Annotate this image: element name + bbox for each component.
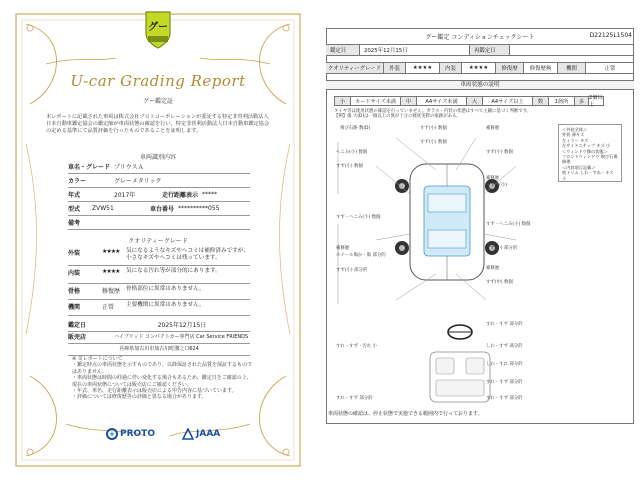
legend-value: A4サイズ未満 xyxy=(417,97,467,105)
legend-value: 1箇所 xyxy=(549,97,575,105)
damage-label: すず(小) 数個 xyxy=(420,126,447,131)
dealer-address: 兵庫県加古川市加古川町溝之口624 xyxy=(119,346,199,352)
vehicle-model-row xyxy=(68,202,250,216)
dealer-address-row xyxy=(68,342,250,356)
mechanical-label: 機関 xyxy=(68,304,81,311)
sidebox-line: 底トリム しわ・すれ・キズ 小 xyxy=(562,170,614,181)
sheet-engine-label: 機関 xyxy=(558,63,586,73)
exterior-grade-row xyxy=(68,246,250,266)
notes-line: ・鑑定時点の車両状態を示すものであり、以降保証された品質を保証するものではありません。 xyxy=(72,362,253,375)
remarks-row xyxy=(68,216,250,230)
sidebox-line: 外装 薄キズ xyxy=(562,132,585,138)
frame-label: 骨格 xyxy=(68,288,81,295)
damage-label: 補修歴 xyxy=(486,176,500,181)
summary-sidebox xyxy=(558,124,622,182)
legend-value: A4サイズ以上 xyxy=(483,97,533,105)
legend-key: 多 xyxy=(575,97,589,105)
sheet-reg-label: 再鑑定日 xyxy=(470,45,510,55)
damage-label: すれ・すず 部分的 xyxy=(486,380,523,385)
report-notes xyxy=(72,356,252,401)
sheet-footer-note: 車両状態の確認は、停止状態で実施できる範囲内で行っております。 xyxy=(328,411,483,417)
legend-key: 小 xyxy=(335,97,351,105)
sheet-title: グー鑑定 コンディションチェックシート xyxy=(425,34,535,41)
svg-text:グー: グー xyxy=(148,22,168,33)
condition-section-title: 車両状態の説明 xyxy=(326,80,634,90)
damage-label: すず・へこみ(小) 数個 xyxy=(486,222,531,227)
sheet-ext-label: 外装 xyxy=(384,63,406,73)
certificate-subtitle: グー鑑定証 xyxy=(142,98,173,105)
damage-label: 補修歴 xyxy=(486,266,500,271)
mileage-value: ***** xyxy=(202,191,218,198)
notes-line: ・評価については修復歴等の評価と異なる場合があります。 xyxy=(72,394,207,401)
jaaa-mark-icon xyxy=(182,428,194,440)
remarks-label: 備考 xyxy=(68,220,81,227)
exterior-note: 気になるようなキズやヘコミは補修済みですが、小さなキズやヘコミは残っています。 xyxy=(126,248,249,261)
sidebox-line: ＜ウィンドウ類の状態＞ xyxy=(562,148,608,154)
jaaa-text: JAAA xyxy=(196,429,221,439)
sheet-repair-label: 修復歴 xyxy=(496,63,524,73)
sheet-ext-stars: ★★★★ xyxy=(406,63,440,73)
vehicle-name-row xyxy=(68,160,250,174)
legend-note-line: タイヤ等は使用状態の確認を行っていません。ガラス・内装の状態はすべて主観に基づく判断です。 xyxy=(334,109,532,114)
damage-label: すず(中) 数個 xyxy=(486,280,513,285)
year-value: 2017年 xyxy=(114,192,136,199)
color-label: カラー xyxy=(68,178,87,185)
inspection-date-value: 2025年12月15日 xyxy=(157,322,207,329)
size-legend xyxy=(334,96,604,106)
vehicle-section-title: 車両識別内容 xyxy=(139,154,176,161)
color-value: グレーメタリック xyxy=(114,178,162,185)
legend-key: 中 xyxy=(401,97,417,105)
sheet-date-value: 2025年12月15日 xyxy=(360,45,470,55)
mechanical-value: 正常 xyxy=(102,304,115,311)
damage-label: しわ・すず 部分的 xyxy=(486,344,523,349)
damage-label: すず(小) 部分的 xyxy=(486,246,518,251)
inspection-date-label: 鑑定日 xyxy=(68,322,87,329)
sidebox-line: フロントウィンドウ 飛び石傷 修理 xyxy=(562,154,618,165)
chassis-value: **********055 xyxy=(178,205,220,212)
damage-label: すれ・すず・汚れ 小 xyxy=(336,344,377,349)
model-label: 型式 xyxy=(68,206,81,213)
damage-label: すず(小) 数個 xyxy=(336,164,363,169)
sheet-grade-row xyxy=(326,62,634,74)
sheet-date-row xyxy=(326,44,634,56)
vehicle-name-value: プリウスＡ xyxy=(114,164,144,171)
legend-note-line: 【例】傷 大(D)は一個以上の異が十分に軽度実際の痕跡がある。 xyxy=(334,114,461,120)
damage-label: すず(小) 数個 xyxy=(420,140,447,145)
notes-line: ・年式、車名、走行距離表示は販売店による申告内容に基づいています。 xyxy=(72,388,237,395)
damage-label: 補修歴 xyxy=(336,246,350,251)
frame-grade-row xyxy=(68,284,250,300)
sidebox-line: 左サイドステップ キズ 小 xyxy=(562,143,611,149)
legend-key: 数 xyxy=(533,97,549,105)
frame-value: 修復歴 xyxy=(102,288,121,295)
vehicle-color-row xyxy=(68,174,250,188)
legend-value: 2個以上 xyxy=(589,95,603,108)
report-title: U-car Grading Report xyxy=(70,72,246,90)
frame-note: 骨格部位に異常はありません。 xyxy=(126,286,205,292)
damage-label: ひずみ(小) xyxy=(486,183,507,188)
dealer-value: ハイブリッド コンパクトカー専門店 Car Service FRIENDS xyxy=(114,334,249,340)
damage-label: しわ・すれ 部分的 xyxy=(486,362,523,367)
sidebox-line: ＜外装全体＞ xyxy=(562,127,588,132)
chassis-label: 車台番号 xyxy=(150,206,175,213)
jaaa-logo xyxy=(182,428,220,440)
sheet-int-stars: ★★★★ xyxy=(462,63,496,73)
intro-text: 本レポートに記載された車両は株式会社プロトコーポレーションが委託する特定非営利活動法人日本自動車鑑定協会の鑑定師が車両状態の確認を行い、特定非営利活動法人日本自動車鑑定協会の定める基準にて品質評価を行ったものであることを証明します。 xyxy=(46,114,270,134)
proto-text: PROTO xyxy=(120,429,155,439)
notes-title: ※ 気レポートについて xyxy=(72,356,123,362)
vehicle-year-row xyxy=(68,188,250,202)
damage-label: 補修歴 xyxy=(486,126,500,131)
notes-line: ・車両状態は時間の経過に伴い変化する場合もあるため、鑑定日をご確認の上、現在の車両状態については販売店にご確認ください。 xyxy=(72,375,252,388)
sheet-engine-value: 正常 xyxy=(604,66,616,72)
grading-certificate xyxy=(6,4,310,476)
sidebox-line: ＜内装項目記載＞ xyxy=(562,164,596,170)
legend-value: カードサイズ未満 xyxy=(351,97,401,105)
damage-label: すず・へこみ(小) 数個 xyxy=(336,215,381,220)
vehicle-name-label: 車名・グレード xyxy=(68,164,111,171)
proto-mark-icon xyxy=(106,428,118,440)
sidebox-line: 左ミラー キズ xyxy=(562,137,589,143)
damage-label: すず(小) 部分的 xyxy=(336,268,368,273)
proto-logo xyxy=(106,428,155,440)
interior-stars: ★★★★ xyxy=(102,268,120,275)
damage-label: すれ・すず 部分的 xyxy=(486,396,523,401)
sheet-id: D22125L1504 xyxy=(589,32,632,39)
sheet-reg-value xyxy=(510,45,634,55)
damage-label: すず(小) 数個 xyxy=(486,150,513,155)
exterior-stars: ★★★★ xyxy=(102,248,120,255)
interior-label: 内装 xyxy=(68,270,81,277)
model-value: ZVW51 xyxy=(92,205,114,212)
sheet-grade-label: クオリティーグレード xyxy=(326,63,384,73)
interior-note: 気になる汚れ等が部分的にあります。 xyxy=(126,268,221,274)
damage-label: へこみ(小) 数個 xyxy=(336,150,368,155)
damage-label: 飛び石跡 数(D) xyxy=(340,126,371,131)
mechanical-grade-row xyxy=(68,300,250,316)
legend-note xyxy=(334,109,614,119)
mileage-label: 走行距離表示 xyxy=(162,192,199,199)
exterior-label: 外装 xyxy=(68,250,81,257)
sheet-repair-value: 修復歴無 xyxy=(524,63,558,73)
damage-label: すれ・すず 部分的 xyxy=(336,396,373,401)
year-label: 年式 xyxy=(68,192,81,199)
damage-label: すれ・すず 部分的 xyxy=(486,322,523,327)
legend-key: 大 xyxy=(467,97,483,105)
goo-badge-logo xyxy=(143,10,173,50)
dealer-label: 販売店 xyxy=(68,334,87,341)
quality-section-title: クオリティーグレード xyxy=(128,238,188,245)
sheet-int-label: 内装 xyxy=(440,63,462,73)
mechanical-note: 主要機関に異常はありません。 xyxy=(126,302,205,308)
damage-label: ホイール傷か・傷 部分的 xyxy=(336,253,386,258)
sheet-date-label: 鑑定日 xyxy=(326,45,360,55)
interior-grade-row xyxy=(68,266,250,284)
